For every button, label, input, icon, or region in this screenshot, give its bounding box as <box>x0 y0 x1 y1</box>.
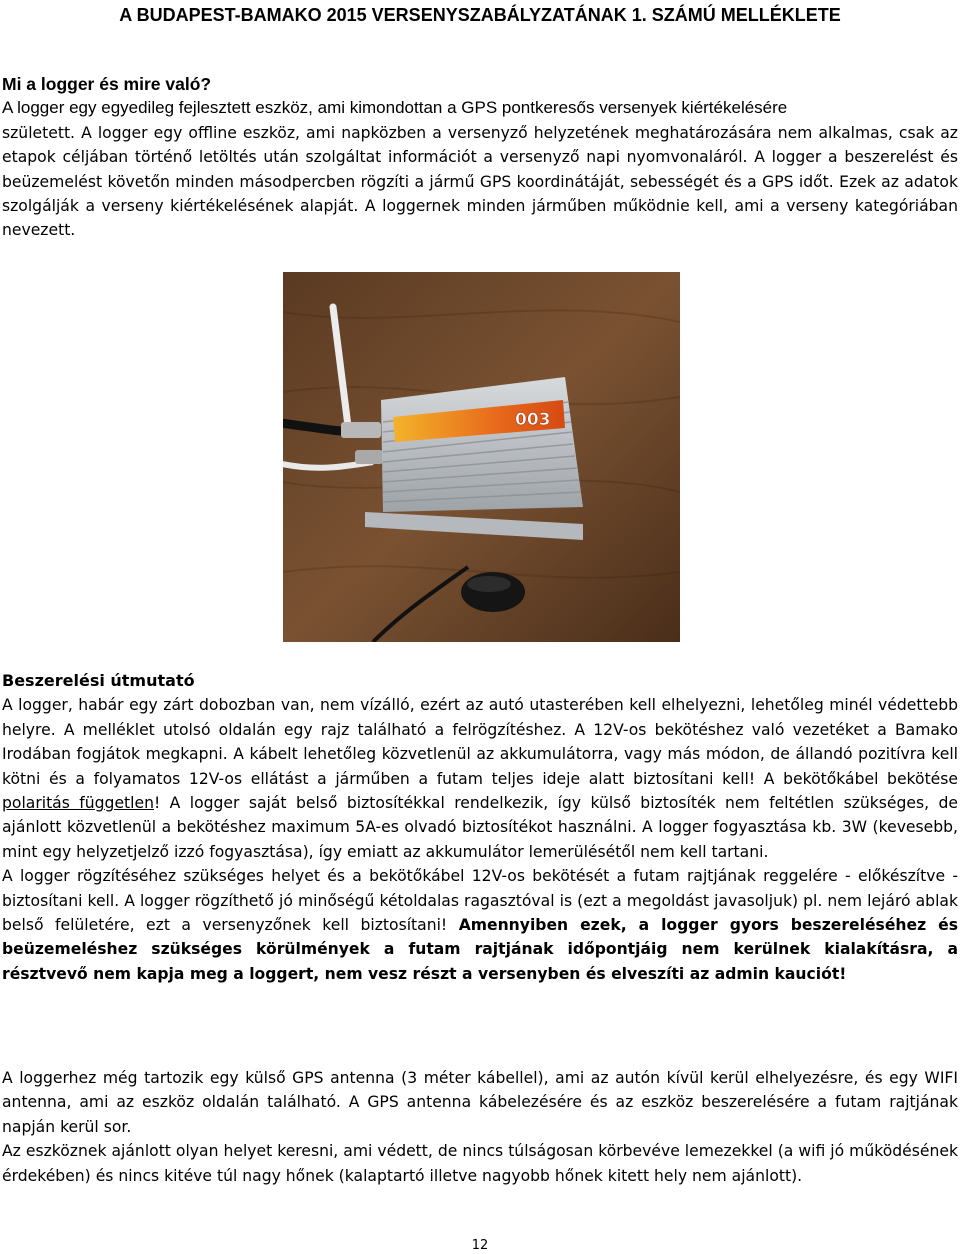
install-p1-text-b: ! A logger saját belső biztosítékkal rendelkezik, így külső biztosíték nem feltétlen szükséges, de ajánlott közvetlenül a bekötéshez maximum 5A-es olvadó biztosítékot használni. A logger fogyasztása kb. 3W (kevesebb, mint egy helyzetjelző izzó fogyasztása), így emiatt az akkumulátor lemerülésétől nem kell tartani. <box>2 794 958 861</box>
install-heading: Beszerelési útmutató <box>2 671 195 690</box>
install-paragraph-1 <box>2 693 958 864</box>
document-title: A BUDAPEST-BAMAKO 2015 VERSENYSZABÁLYZATÁNAK 1. SZÁMÚ MELLÉKLETE <box>119 5 841 25</box>
logger-photo-illustration <box>283 272 680 642</box>
logger-device-photo <box>283 272 680 642</box>
antenna-paragraph: A loggerhez még tartozik egy külső GPS antenna (3 méter kábellel), ami az autón kívül kerül elhelyezésre, és egy WIFI antenna, ami az eszköz oldalán található. A GPS antenna kábelezésére és az eszköz beszerelésére a futam rajtjának napján kerül sor. <box>2 1069 958 1136</box>
antenna-section <box>2 1066 958 1188</box>
intro-first-line: A logger egy egyedileg fejlesztett eszköz, ami kimondottan a GPS pontkeresős versenyek kiértékelésére <box>2 98 788 118</box>
logger-case <box>381 377 583 512</box>
antenna-connector <box>341 422 381 438</box>
install-warning-bold: Amennyiben ezek, a logger gyors beszereléséhez és beüzemeléshez szükséges körülmények a futam rajtjának időpontjáig nem kerülnek kialakításra, a résztvevő nem kapja meg a loggert, nem vesz részt a versenyben és elveszíti az admin kauciót! <box>2 916 958 983</box>
intro-paragraph: született. A logger egy offline eszköz, ami napközben a versenyző helyzetének meghatározására nem alkalmas, csak az etapok céljában történő letöltés után szolgáltat információt a versenyző napi nyomvonaláról. A logger a beszerelést és beüzemelést követőn minden másodpercben rögzíti a jármű GPS koordinátáját, sebességét és a GPS időt. Ezek az adatok szolgálják a verseny kiértékelésének alapját. A loggernek minden járműben működnie kell, ami a verseny kategóriában nevezett. <box>2 123 958 240</box>
placement-paragraph: Az eszköznek ajánlott olyan helyet keresni, ami védett, de nincs túlságosan körbevéve lemezekkel (a wifi jó működésének érdekében) és nincs kitéve túl nagy hőnek (kalaptartó illetve nagyobb hőnek kitett hely nem ajánlott). <box>2 1142 958 1185</box>
install-p2-text: A logger rögzítéséhez szükséges helyet és a bekötőkábel 12V-os bekötését a futam rajtjának reggelére - előkészítve - biztosítani kell. A logger rögzíthető jó minőségű kétoldalas ragasztóval is (ezt a megoldást javasoljuk) pl. nem lejáró ablak belső felületére, ezt a versenyzőnek kell biztosítani! <box>2 867 958 935</box>
device-number-label: 003 <box>515 410 551 430</box>
page-number: 12 <box>471 1238 489 1253</box>
polarity-independent-emphasis: polaritás független <box>2 794 154 813</box>
intro-section <box>2 72 958 243</box>
install-p1-text-a: A logger, habár egy zárt dobozban van, nem vízálló, ezért az autó utasterében kell elhelyezni, lehetőleg minél védettebb helyre. A melléklet utolsó oldalán egy rajz található a felrögzítéshez. A 12V-os bekötéshez való vezetéket a Bamako Irodában fogjátok megkapni. A kábelt lehetőleg közvetlenül az akkumulátorra, vagy más módon, de állandó pozitívra kell kötni és a folyamatos 12V-os ellátást a járműben a futam teljes ideje alatt biztosítani kell! A bekötőkábel bekötése <box>2 696 958 788</box>
gps-connector <box>355 450 383 464</box>
install-section <box>2 669 958 986</box>
intro-heading: Mi a logger és mire való? <box>2 74 212 94</box>
install-paragraph-2 <box>2 864 958 986</box>
